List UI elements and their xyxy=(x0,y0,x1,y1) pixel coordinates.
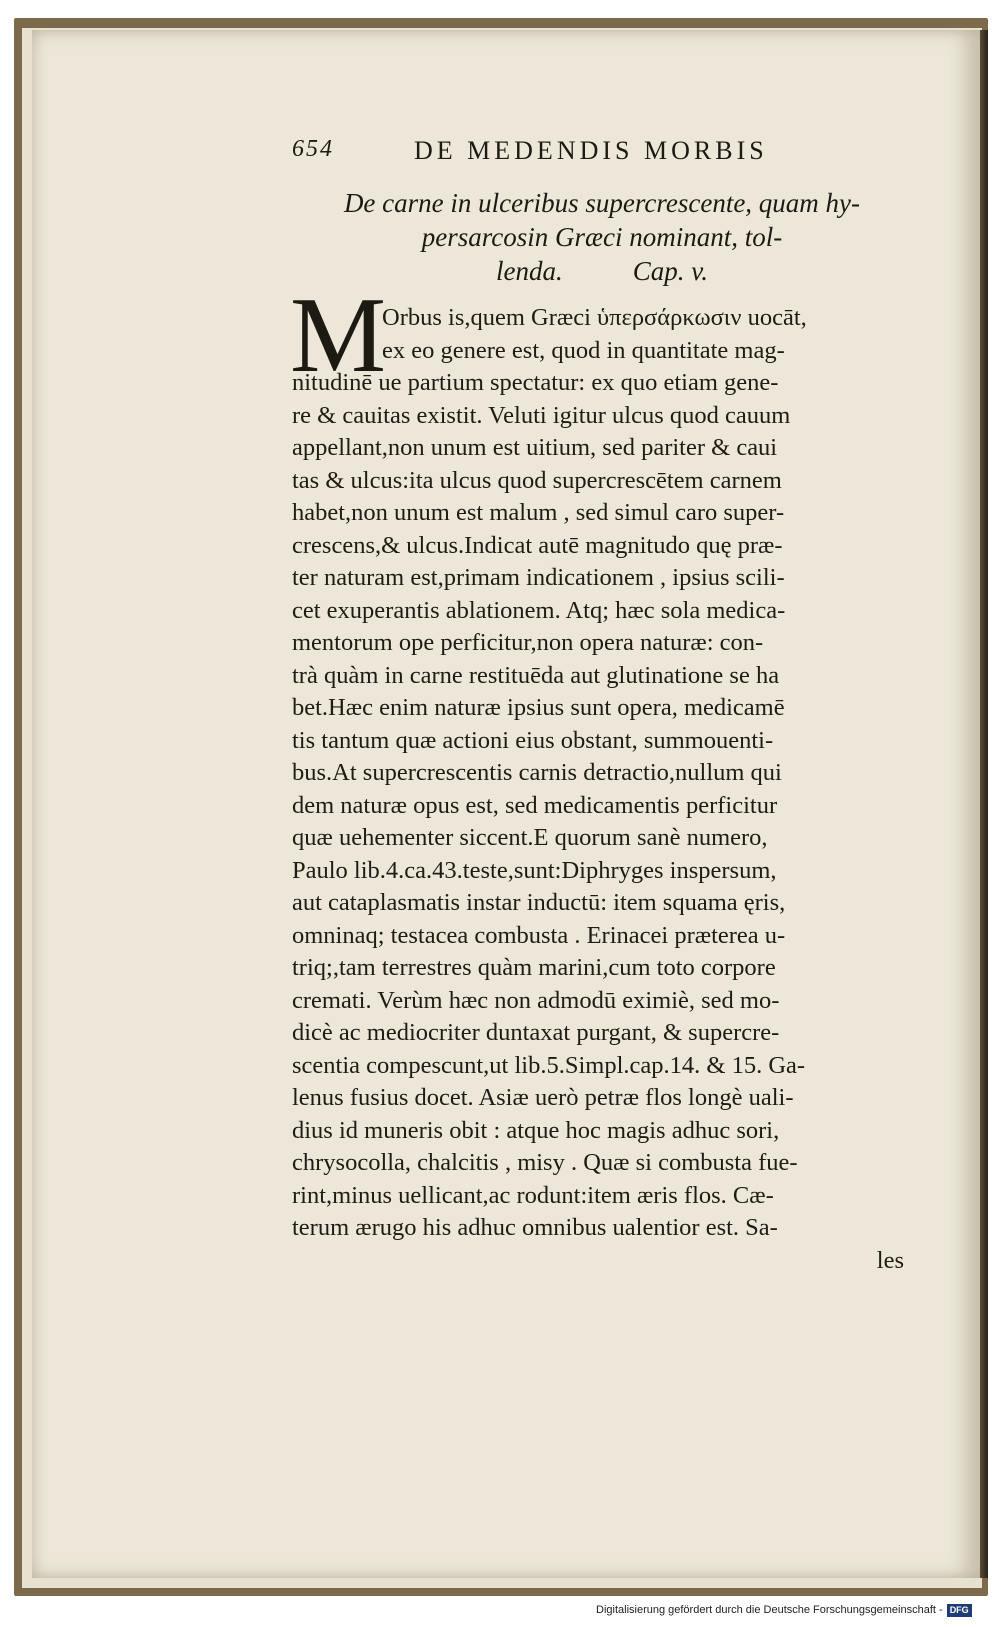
text-line: terum ærugo his adhuc omnibus ualentior est. Sa- xyxy=(292,1214,778,1241)
chapter-number: Cap. v. xyxy=(632,256,708,286)
text-line: lenus fusius docet. Asiæ uerò petræ flos longè uali- xyxy=(292,1084,794,1111)
text-line: nitudinē ue partium spectatur: ex quo etiam gene- xyxy=(292,369,779,396)
text-line: cremati. Verùm hæc non admodū eximiè, sed mo- xyxy=(292,986,780,1014)
text-line: mentorum ope perficitur,non opera naturæ: con- xyxy=(292,629,764,656)
text-line: dius id muneris obit : atque hoc magis adhuc sori, xyxy=(292,1116,780,1144)
text-line: dem naturæ opus est, sed medicamentis perficitur xyxy=(292,791,778,819)
text-line: cet exuperantis ablationem. Atq; hæc sola medica- xyxy=(292,596,786,624)
text-line: chrysocolla, chalcitis , misy . Quæ si combusta fue- xyxy=(292,1149,798,1176)
text-line: habet,non unum est malum , sed simul caro super- xyxy=(292,499,785,526)
text-line: Paulo lib.4.ca.43.teste,sunt:Diphryges inspersum, xyxy=(292,856,777,884)
dfg-logo-icon: DFG xyxy=(947,1604,972,1617)
text-line: bet.Hæc enim naturæ ipsius sunt opera, medicamē xyxy=(292,694,785,721)
running-title: DE MEDENDIS MORBIS xyxy=(414,136,768,165)
running-head xyxy=(292,136,912,176)
footer-text: Digitalisierung gefördert durch die Deutsche Forschungsgemeinschaft - xyxy=(596,1604,943,1616)
text-line: ter naturam est,primam indicationem , ipsius scili- xyxy=(292,564,785,591)
text-line: triq;,tam terrestres quàm marini,cum toto corpore xyxy=(292,954,776,981)
text-line: scentia compescunt,ut lib.5.Simpl.cap.14. & 15. Ga- xyxy=(292,1051,806,1079)
page-number: 654 xyxy=(292,136,334,162)
text-line: tis tantum quæ actioni eius obstant, summouenti- xyxy=(292,726,774,754)
text-line: ex eo genere est, quod in quantitate mag- xyxy=(382,336,785,364)
text-line: dicè ac mediocriter duntaxat purgant, & supercre- xyxy=(292,1019,780,1046)
text-line: tas & ulcus:ita ulcus quod supercrescētem carnem xyxy=(292,466,782,494)
chapter-heading xyxy=(292,186,912,288)
text-line: crescens,& ulcus.Indicat autē magnitudo quę præ- xyxy=(292,531,783,559)
chapter-heading-end: lenda. xyxy=(496,256,563,286)
text-line: omninaq; testacea combusta . Erinacei præterea u- xyxy=(292,921,786,949)
text-line: Orbus is,quem Græci ὑπερσάρκωσιν uocāt, xyxy=(382,304,807,331)
text-line: re & cauitas existit. Veluti igitur ulcus quod cauum xyxy=(292,401,791,429)
text-line: bus.At supercrescentis carnis detractio,nullum qui xyxy=(292,759,782,786)
text-line: quæ uehementer siccent.E quorum sanè numero, xyxy=(292,824,768,851)
footer-credit xyxy=(596,1604,972,1622)
drop-cap: M xyxy=(290,276,387,395)
catchword: les xyxy=(876,1246,904,1274)
text-line: trà quàm in carne restituēda aut glutinatione se ha xyxy=(292,661,780,689)
page-gutter-shadow xyxy=(980,30,988,1578)
chapter-heading-line-2: persarcosin Græci nominant, tol- xyxy=(421,222,783,252)
body-text xyxy=(292,302,904,1277)
chapter-heading-line-1: De carne in ulceribus supercrescente, quam hy- xyxy=(343,188,861,218)
text-line: appellant,non unum est uitium, sed pariter & caui xyxy=(292,434,778,461)
text-line: aut cataplasmatis instar inductū: item squama ęris, xyxy=(292,889,786,916)
text-line: rint,minus uellicant,ac rodunt:item æris flos. Cæ- xyxy=(292,1181,774,1209)
